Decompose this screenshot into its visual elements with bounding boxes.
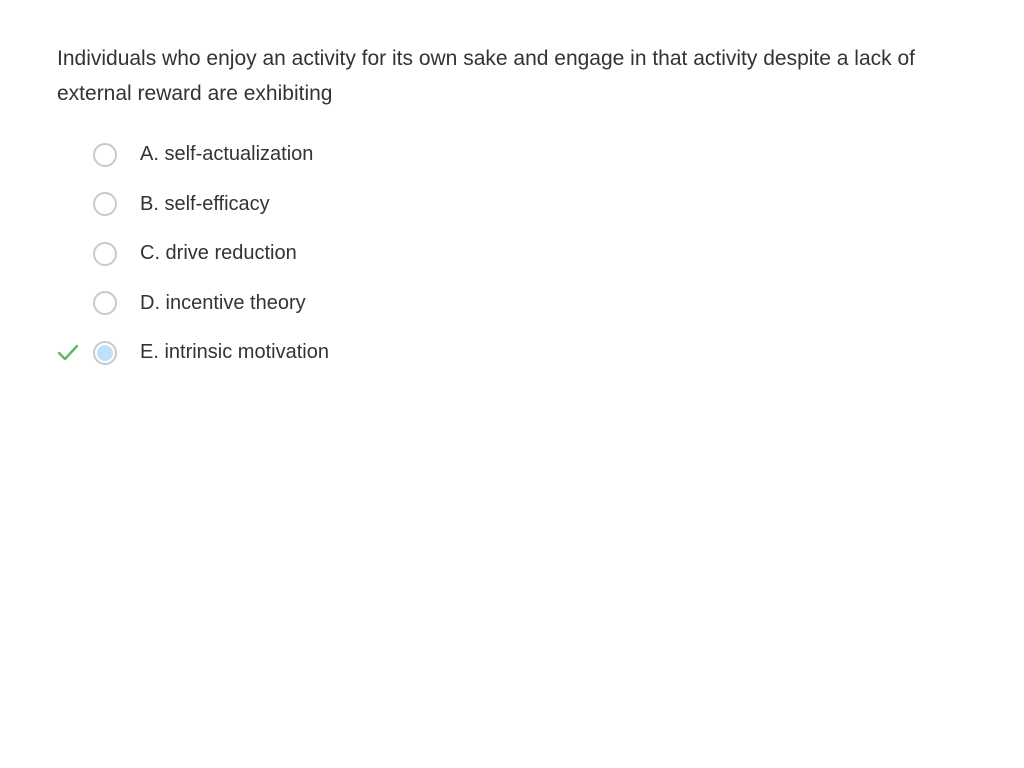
option-label: B. self-efficacy [140, 192, 270, 215]
option-a[interactable] [0, 130, 1024, 180]
option-label: C. drive reduction [140, 242, 297, 265]
option-label: D. incentive theory [140, 291, 306, 314]
question-text: Individuals who enjoy an activity for its own sake and engage in that activity despite a lack of external reward are exhibiting [57, 47, 915, 105]
answer-options [0, 130, 1024, 378]
radio-button[interactable] [93, 242, 117, 266]
option-e[interactable] [0, 328, 1024, 378]
option-d[interactable] [0, 279, 1024, 329]
radio-button-selected[interactable] [93, 341, 117, 365]
check-slot [0, 342, 93, 364]
radio-button[interactable] [93, 143, 117, 167]
option-c[interactable] [0, 229, 1024, 279]
checkmark-icon [57, 342, 79, 364]
option-b[interactable] [0, 180, 1024, 230]
option-label: E. intrinsic motivation [140, 341, 329, 364]
option-label: A. self-actualization [140, 143, 314, 166]
radio-button[interactable] [93, 192, 117, 216]
selected-dot [97, 345, 113, 361]
radio-button[interactable] [93, 291, 117, 315]
